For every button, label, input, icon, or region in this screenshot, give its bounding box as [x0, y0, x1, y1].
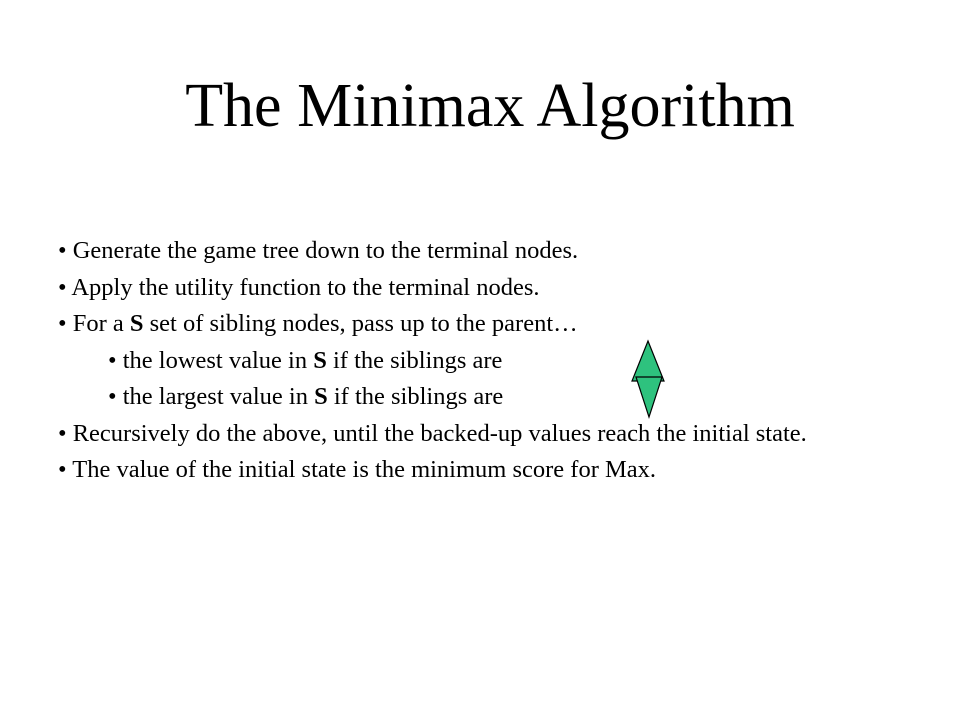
bullet-text: set of sibling nodes, pass up to the parent…: [143, 310, 578, 337]
bullet-text: if the siblings are: [326, 346, 503, 374]
bullet-pass-up: [58, 306, 898, 343]
bullet-list: [58, 233, 898, 489]
bullet-text: • the largest value in: [108, 383, 315, 410]
sub-bullet-largest-value: [58, 379, 898, 416]
bullet-generate-tree: • Generate the game tree down to the terminal nodes.: [58, 237, 579, 264]
bullet-recursively: • Recursively do the above, until the backed-up values reach the initial state.: [58, 419, 807, 447]
set-symbol: S: [129, 310, 144, 337]
bullet-initial-value: • The value of the initial state is the minimum score for Max.: [58, 456, 657, 483]
triangle-down-icon: [634, 375, 664, 419]
bullet-apply-utility: • Apply the utility function to the terminal nodes.: [58, 273, 540, 301]
bullet-text: • For a: [58, 310, 130, 337]
sub-bullet-lowest-value: [58, 343, 898, 380]
set-symbol: S: [314, 383, 328, 410]
bullet-text: • the lowest value in: [108, 346, 314, 374]
bullet-text: if the siblings are: [327, 383, 504, 410]
slide-title: The Minimax Algorithm: [185, 72, 795, 140]
set-symbol: S: [313, 346, 327, 374]
